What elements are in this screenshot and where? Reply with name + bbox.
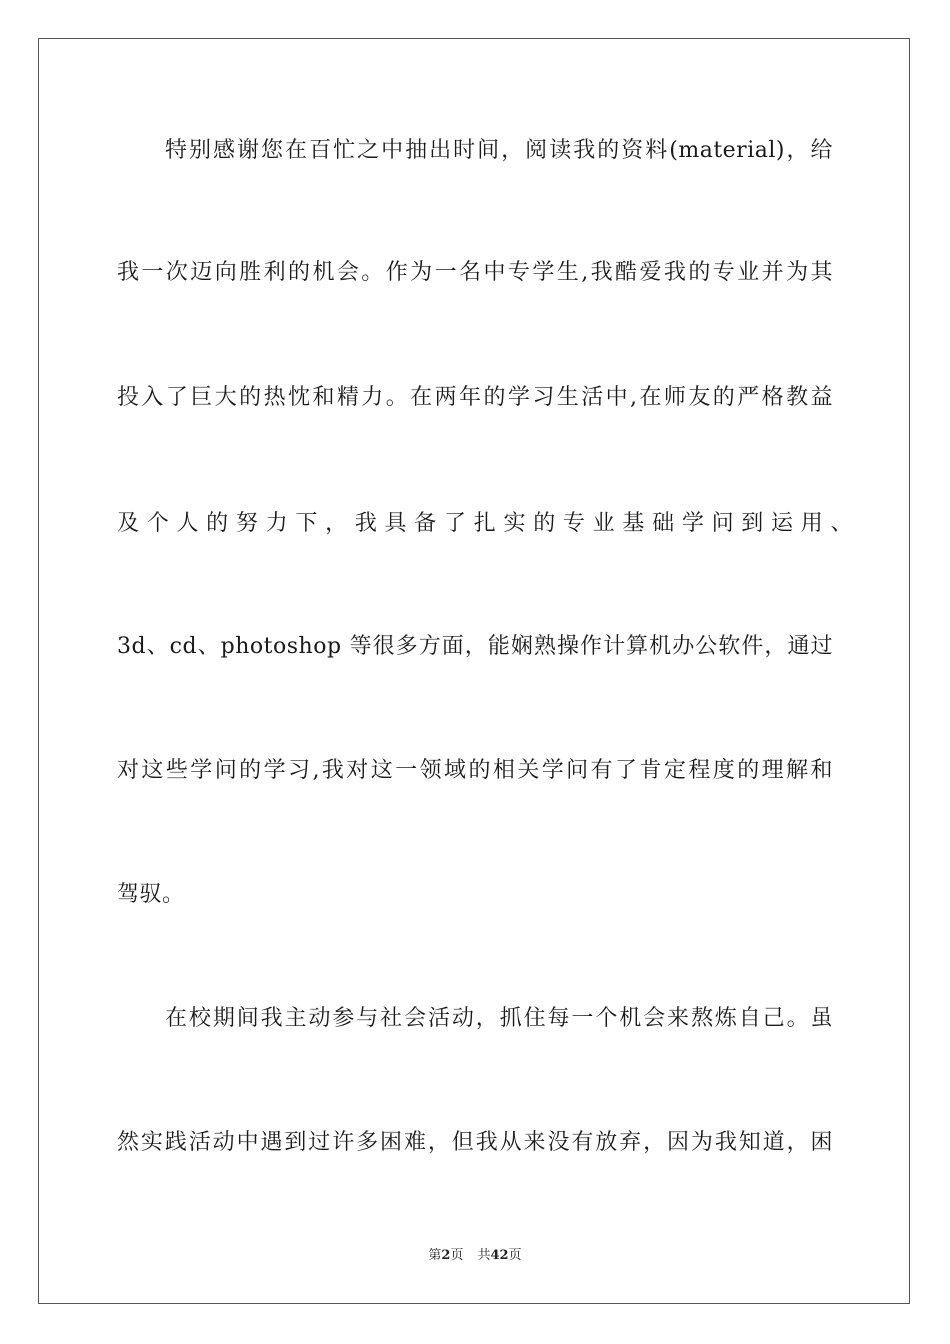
paragraph-1-line-5: 3d、cd、photoshop 等很多方面，能娴熟操作计算机办公软件，通过 — [117, 634, 833, 659]
footer-total-prefix: 共 — [477, 1248, 491, 1263]
paragraph-1-line-3: 投入了巨大的热忱和精力。在两年的学习生活中,在师友的严格教益 — [117, 385, 833, 410]
paragraph-1-line-2: 我一次迈向胜利的机会。作为一名中专学生,我酷爱我的专业并为其 — [117, 260, 833, 285]
page-footer — [0, 1247, 950, 1265]
footer-total-suffix: 页 — [508, 1248, 522, 1263]
paragraph-1-line-4: 及个人的努力下，我具备了扎实的专业基础学问到运用、 — [117, 511, 853, 536]
footer-page-prefix: 第 — [428, 1248, 442, 1263]
paragraph-1-line-1: 特别感谢您在百忙之中抽出时间，阅读我的资料(material)，给 — [165, 138, 833, 163]
paragraph-1-line-7: 驾驭。 — [117, 882, 185, 907]
footer-page-suffix: 页 — [450, 1248, 464, 1263]
paragraph-1-line-6: 对这些学问的学习,我对这一领域的相关学问有了肯定程度的理解和 — [117, 758, 833, 783]
footer-page-number: 2 — [441, 1248, 451, 1263]
paragraph-2-line-2: 然实践活动中遇到过许多困难，但我从来没有放弃，因为我知道，困 — [117, 1130, 833, 1155]
paragraph-2-line-1: 在校期间我主动参与社会活动，抓住每一个机会来熬炼自己。虽 — [165, 1006, 833, 1031]
page-border — [38, 38, 910, 1304]
footer-total-pages: 42 — [490, 1248, 509, 1263]
